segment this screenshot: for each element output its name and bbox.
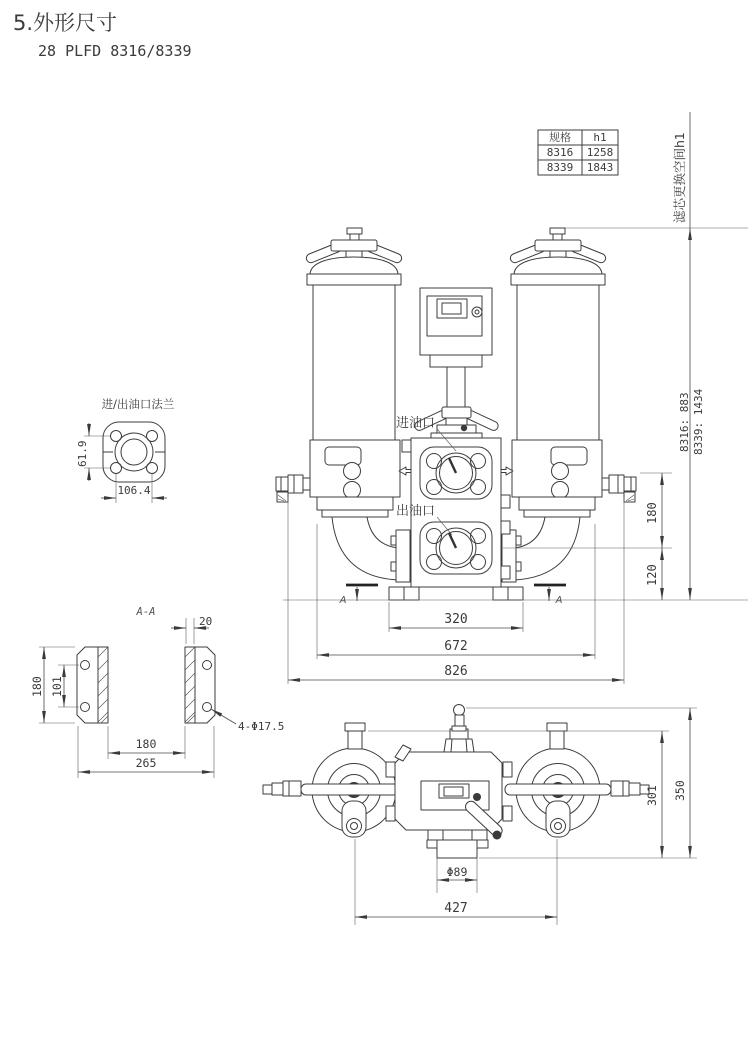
page-subtitle: 28 PLFD 8316/8339 <box>38 42 192 60</box>
outlet-pipe <box>437 840 477 858</box>
filter-right <box>501 228 636 582</box>
front-view <box>276 112 748 684</box>
spec-cell: 1258 <box>586 146 614 159</box>
spec-cell: 1843 <box>586 161 614 174</box>
flange-detail <box>76 397 175 503</box>
dim-265: 265 <box>135 756 157 770</box>
flange-label: 进/出油口法兰 <box>101 397 175 411</box>
dim-826: 826 <box>444 664 468 679</box>
housing-left <box>263 723 407 837</box>
bottom-view <box>263 705 697 926</box>
inlet-port <box>420 447 492 499</box>
outlet-port <box>420 522 492 574</box>
section-mark-a: A <box>339 595 347 606</box>
outlet-label: 出油口 <box>396 504 436 519</box>
dim-180-height: 180 <box>30 676 44 697</box>
vent-ball <box>454 705 465 716</box>
section-title: A-A <box>136 606 156 618</box>
dim-height-8339: 8339: 1434 <box>692 388 705 455</box>
dim-61-9: 61.9 <box>76 440 89 467</box>
dim-height-8316: 8316: 883 <box>678 392 691 452</box>
hole-callout: 4-Φ17.5 <box>238 720 285 733</box>
dim-180-inner: 180 <box>135 737 157 751</box>
dim-101: 101 <box>50 676 64 697</box>
dim-320: 320 <box>444 612 468 627</box>
foot-plate-left <box>77 647 108 723</box>
dim-180-ports: 180 <box>645 502 659 524</box>
foot-plate-right <box>185 647 215 723</box>
dim-20: 20 <box>199 615 213 628</box>
dim-301: 301 <box>645 785 659 806</box>
housing-right <box>505 723 649 837</box>
dim-120: 120 <box>645 564 659 586</box>
dim-672: 672 <box>444 639 468 654</box>
changeover-handle <box>442 407 471 418</box>
section-cut-marks <box>339 585 566 606</box>
replace-space-label: 滤芯更换空间h1 <box>672 132 687 223</box>
spec-table-header-spec: 规格 <box>549 131 571 144</box>
spec-table <box>538 130 618 175</box>
spec-cell: 8316 <box>546 146 574 159</box>
dim-phi89: Φ89 <box>446 865 468 879</box>
dim-427: 427 <box>444 901 468 916</box>
indicator-button <box>472 307 482 317</box>
section-aa-view <box>30 606 284 778</box>
section-mark-a: A <box>555 595 563 606</box>
spec-table-header-h1: h1 <box>593 131 607 144</box>
dim-106-4: 106.4 <box>117 484 151 497</box>
filter-left <box>276 228 411 582</box>
page-title: 5.外形尺寸 <box>13 11 118 35</box>
dim-350: 350 <box>673 780 687 801</box>
center-block-plan <box>386 705 512 859</box>
inlet-label: 进油口 <box>396 416 436 431</box>
spec-cell: 8339 <box>546 161 574 174</box>
